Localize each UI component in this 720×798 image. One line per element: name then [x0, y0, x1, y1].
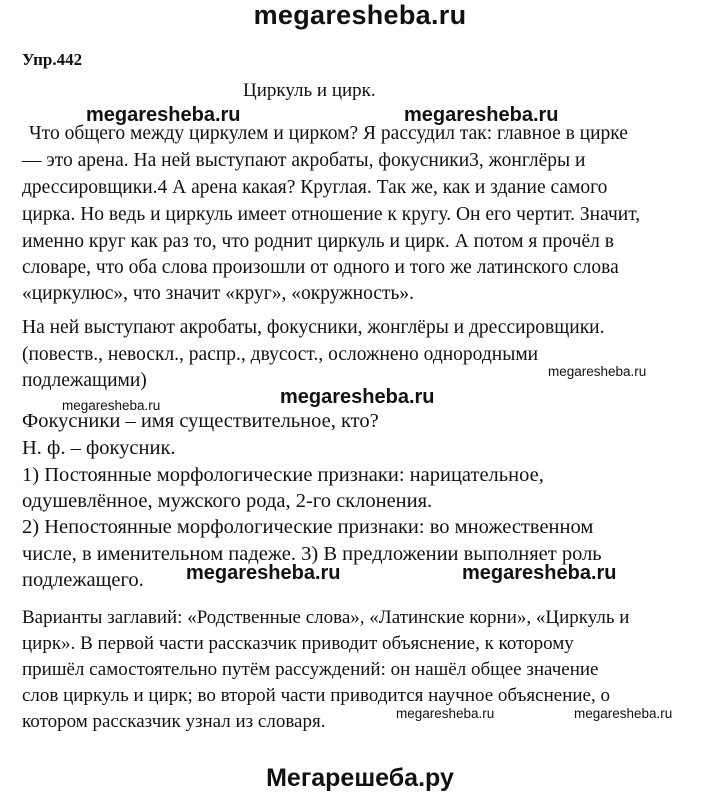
morph-line: подлежащего.	[22, 569, 144, 591]
morph-line: 1) Постоянные морфологические признаки: нарицательное,	[22, 464, 544, 486]
morph-line: Фокусники – имя существительное, кто?	[22, 410, 379, 432]
text-line: дрессировщики.4 А арена какая? Круглая. Так же, как и здание самого	[22, 177, 608, 198]
morph-line: числе, в именительном падеже. 3) В предложении выполняет роль	[22, 543, 602, 565]
site-header[interactable]: megaresheba.ru	[253, 0, 467, 30]
analysis-line: (повеств., невоскл., распр., двусост., осложнено однородными	[22, 344, 539, 365]
text-title: Циркуль и цирк.	[243, 80, 376, 101]
text-line: — это арена. На ней выступают акробаты, фокусники3, жонглёры и	[22, 150, 586, 171]
text-line: цирка. Но ведь и циркуль имеет отношение к кругу. Он его чертит. Значит,	[22, 204, 641, 225]
watermark: megaresheba.ru	[462, 562, 617, 584]
answer-line: слов циркуль и цирк; во второй части приводится научное объяснение, о	[22, 685, 610, 706]
watermark: megaresheba.ru	[86, 104, 241, 126]
text-line: Что общего между циркулем и цирком? Я рассудил так: главное в цирке	[29, 123, 628, 144]
watermark: megaresheba.ru	[62, 398, 161, 413]
morph-line: 2) Непостоянные морфологические признаки: во множественном	[22, 516, 594, 538]
morph-line: Н. ф. – фокусник.	[22, 437, 176, 459]
answer-line: Варианты заглавий: «Родственные слова», «Латинские корни», «Циркуль и	[22, 607, 630, 628]
analysis-line: подлежащими)	[22, 370, 147, 391]
text-line: именно круг как раз то, что роднит циркуль и цирк. А потом я прочёл в	[22, 231, 614, 252]
watermark: megaresheba.ru	[548, 364, 647, 379]
text-line: словаре, что оба слова произошли от одного и того же латинского слова	[22, 257, 619, 278]
site-footer[interactable]: Мегарешеба.ру	[266, 764, 454, 792]
watermark: megaresheba.ru	[280, 386, 435, 408]
answer-line: котором рассказчик узнал из словаря.	[22, 711, 326, 732]
morph-line: одушевлённое, мужского рода, 2-го склонения.	[22, 490, 433, 512]
answer-line: цирк». В первой части рассказчик приводит объяснение, к которому	[22, 633, 574, 654]
watermark: megaresheba.ru	[396, 706, 495, 721]
text-line: «циркулюс», что значит «круг», «окружность».	[22, 283, 415, 304]
analysis-line: На ней выступают акробаты, фокусники, жонглёры и дрессировщики.	[22, 317, 605, 338]
watermark: megaresheba.ru	[404, 104, 559, 126]
answer-line: пришёл самостоятельно путём рассуждений: он нашёл общее значение	[22, 659, 599, 680]
exercise-number: Упр.442	[22, 50, 83, 69]
watermark: megaresheba.ru	[574, 706, 673, 721]
watermark: megaresheba.ru	[186, 562, 341, 584]
